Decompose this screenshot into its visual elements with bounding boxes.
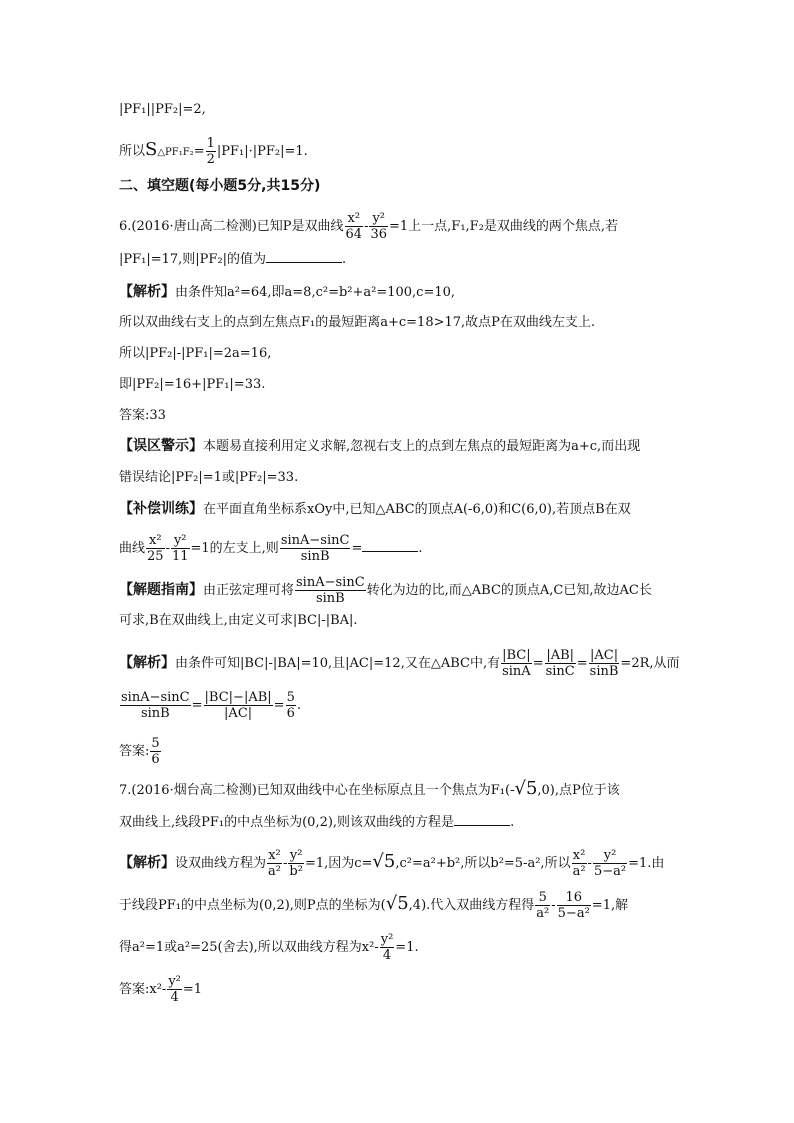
fraction: $\frac{\text{x²}}{64}$	[345, 211, 363, 242]
line-area: 所以S△PF₁F₂= $\frac{1}{2}$ |PF₁|·|PF₂|=1.	[119, 136, 308, 167]
answer-7: 答案:x²- $\frac{\text{y²}}{4}$ =1	[119, 974, 203, 1005]
fraction: $\frac{16}{\text{5−a²}}$	[557, 890, 590, 921]
fraction: $\frac{\text{x²}}{25}$	[147, 533, 164, 564]
solution-6-line3: 所以|PF₂|-|PF₁|=2a=16,	[119, 346, 272, 361]
answer-supp: 答案: $\frac{5}{6}$	[119, 736, 160, 767]
answer-blank	[362, 537, 418, 552]
solution-supp-line2: $\frac{\sin A-\sin C}{\sin B}$ = $\frac{|BC|-|AB|}{|AC|}$ = $\frac{5}{6}$ .	[121, 690, 301, 721]
answer-6: 答案:33	[119, 408, 166, 423]
supplement-line2: 曲线 $\frac{\text{x²}}{25}$ - $\frac{\text{y²}}{11}$ =1的左支上,则 $\frac{\sin A-\sin C}{\sin B}$ = .	[119, 533, 423, 564]
fraction: $\frac{\text{x²}}{\text{a²}}$	[572, 848, 586, 879]
solution-6-line1: 【解析】由条件知a²=64,即a=8,c²=b²+a²=100,c=10,	[119, 284, 456, 300]
fraction: $\frac{\text{y²}}{\text{b²}}$	[289, 848, 303, 879]
line-product: |PF₁||PF₂|=2,	[119, 102, 206, 117]
solution-7-line3: 得a²=1或a²=25(舍去),所以双曲线方程为x²- $\frac{\text{y²}}{4}$ =1.	[119, 932, 419, 963]
question-7-line2: 双曲线上,线段PF₁的中点坐标为(0,2),则该双曲线的方程是 .	[119, 811, 514, 833]
fraction: $\frac{|AB|}{\sin C}$	[545, 648, 575, 679]
fraction: $\frac{1}{2}$	[206, 136, 215, 167]
solution-6-line4: 即|PF₂|=16+|PF₁|=33.	[119, 377, 266, 392]
fraction: $\frac{\text{y²}}{4}$	[380, 932, 394, 963]
fraction: $\frac{\text{y²}}{11}$	[171, 533, 189, 564]
fraction: $\frac{\text{x²}}{\text{a²}}$	[268, 848, 281, 879]
fraction: $\frac{\text{y²}}{4}$	[168, 974, 181, 1005]
solution-7-line1: 【解析】设双曲线方程为 $\frac{\text{x²}}{\text{a²}}$ - $\frac{\text{y²}}{\text{b²}}$ =1,因为c=√5,c²=a²+b²,所以b²=5-a²,所以 $\frac{\text{x²}}{\text{a²}}$ - $\frac{\text{y²}}{\text{5−a²}}$ =1.由	[119, 848, 665, 879]
answer-blank	[266, 248, 342, 263]
guide-line1: 【解题指南】由正弦定理可将 $\frac{\sin A-\sin C}{\sin B}$ 转化为边的比,而△ABC的顶点A,C已知,故边AC长	[119, 575, 652, 606]
fraction: $\frac{\sin A-\sin C}{\sin B}$	[121, 690, 190, 721]
fraction: $\frac{5}{6}$	[151, 736, 160, 767]
fraction: $\frac{\text{y²}}{36}$	[370, 211, 388, 242]
fraction: $\frac{\text{y²}}{\text{5−a²}}$	[593, 848, 627, 879]
warning-line2: 错误结论|PF₂|=1或|PF₂|=33.	[119, 470, 299, 485]
answer-blank	[454, 811, 510, 826]
fraction: $\frac{5}{6}$	[286, 690, 295, 721]
guide-line2: 可求,B在双曲线上,由定义可求|BC|-|BA|.	[119, 613, 358, 628]
fraction: $\frac{|BC|}{\sin A}$	[502, 648, 531, 679]
question-6: 6.(2016·唐山高二检测)已知P是双曲线 $\frac{\text{x²}}{64}$ - $\frac{\text{y²}}{36}$ =1上一点,F₁,F₂是双曲线的两个焦点,若	[119, 211, 619, 242]
fraction: $\frac{\sin A-\sin C}{\sin B}$	[280, 533, 350, 564]
solution-6-line2: 所以双曲线右支上的点到左焦点F₁的最短距离a+c=18>17,故点P在双曲线左支上.	[119, 315, 596, 330]
fraction: $\frac{5}{\text{a²}}$	[536, 890, 550, 921]
solution-7-line2: 于线段PF₁的中点坐标为(0,2),则P点的坐标为(√5,4).代入双曲线方程得 $\frac{5}{\text{a²}}$ - $\frac{16}{\text{5−a²}}$ =1,解	[119, 890, 629, 921]
question-7: 7.(2016·烟台高二检测)已知双曲线中心在坐标原点且一个焦点为F₁(-√5,0),点P位于该	[119, 778, 620, 799]
section-heading: 二、填空题(每小题5分,共15分)	[119, 178, 321, 194]
fraction: $\frac{\sin A-\sin C}{\sin B}$	[296, 575, 365, 606]
warning-line1: 【误区警示】本题易直接利用定义求解,忽视右支上的点到左焦点的最短距离为a+c,而出现	[119, 438, 641, 454]
solution-supp-line1: 【解析】由条件可知|BC|-|BA|=10,且|AC|=12,又在△ABC中,有 $\frac{|BC|}{\sin A}$ = $\frac{|AB|}{\sin C}$ = $\frac{|AC|}{\sin B}$ =2R,从而	[119, 648, 680, 679]
fraction: $\frac{|BC|-|AB|}{|AC|}$	[204, 690, 272, 721]
question-6-line2: |PF₁|=17,则|PF₂|的值为 .	[119, 248, 346, 270]
fraction: $\frac{|AC|}{\sin B}$	[589, 648, 619, 679]
supplement-line1: 【补偿训练】在平面直角坐标系xOy中,已知△ABC的顶点A(-6,0)和C(6,0),若顶点B在双	[119, 501, 631, 517]
